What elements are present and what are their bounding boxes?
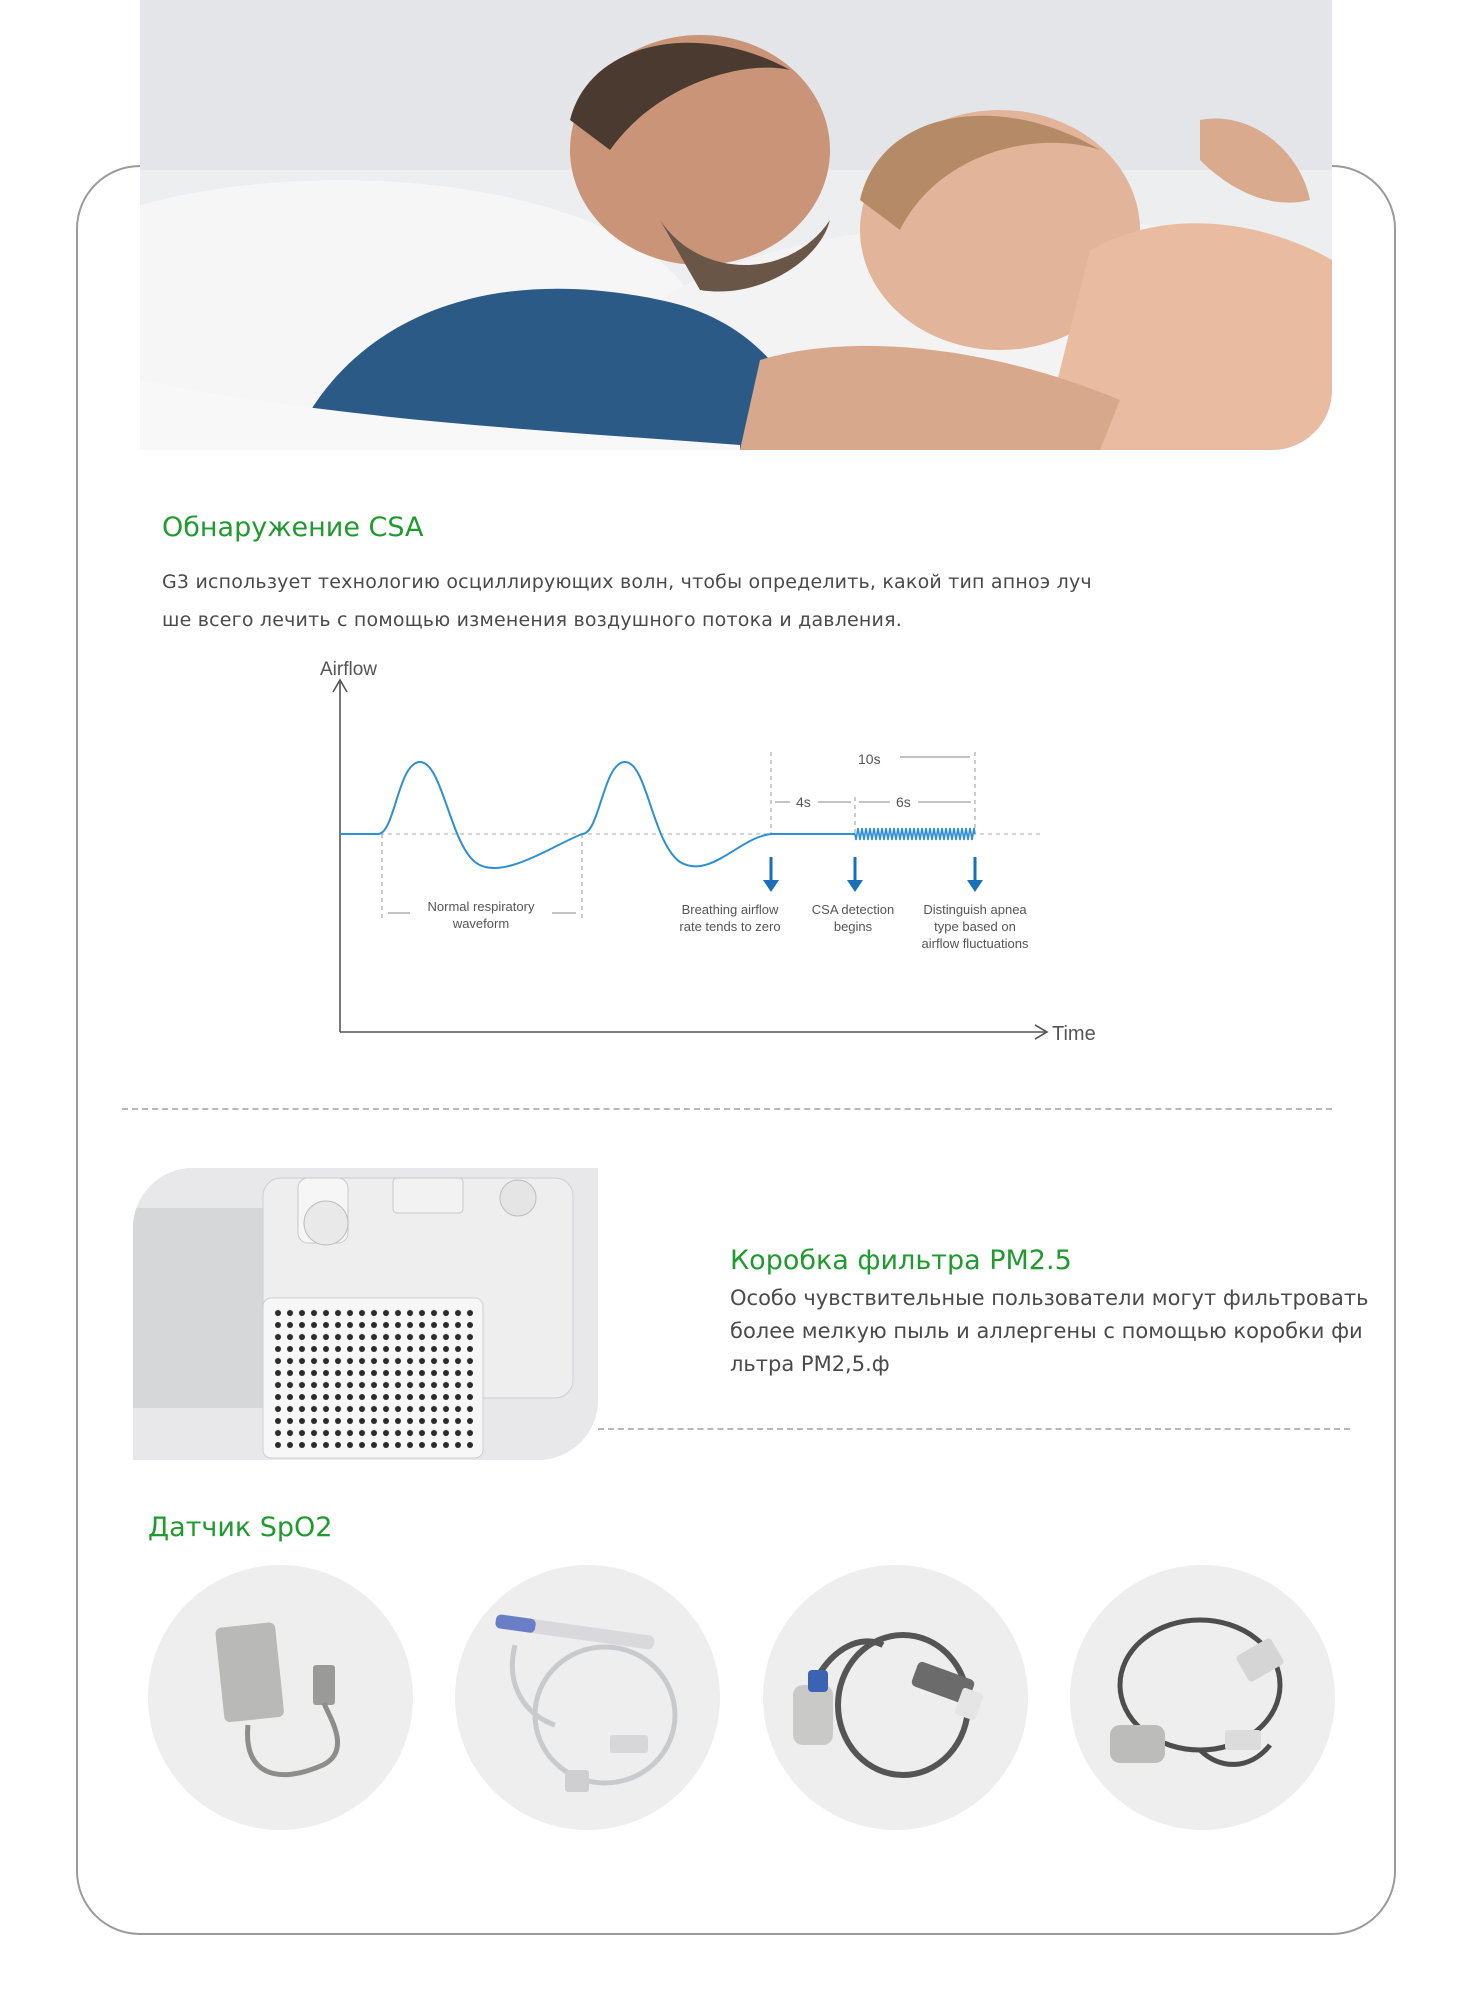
arrow-csa: [847, 857, 863, 892]
device-filter-photo: [133, 1168, 598, 1460]
airflow-waveform: [340, 762, 855, 868]
spo2-title: Датчик SpO2: [148, 1512, 333, 1543]
label-distinguish-3: airflow fluctuations: [921, 936, 1029, 951]
spo2-sensor-2: [455, 1565, 720, 1830]
label-csa-1: CSA detection: [811, 902, 895, 917]
csa-description-line1: G3 использует технологию осциллирующих волн, чтобы определить, какой тип апноэ луч: [162, 571, 1092, 593]
filter-description-line2: более мелкую пыль и аллергены с помощью коробки фи: [730, 1319, 1363, 1343]
label-normal-1: Normal respiratory: [427, 899, 535, 914]
label-csa-2: begins: [833, 919, 873, 934]
oscillation-waveform: [855, 828, 975, 840]
csa-description: [162, 563, 1122, 639]
spo2-sensor-3: [763, 1565, 1028, 1830]
spo2-sensor-1: [148, 1565, 413, 1830]
section-divider-2: [598, 1428, 1350, 1430]
label-normal-2: waveform: [452, 916, 510, 931]
filter-description: [730, 1282, 1370, 1381]
hero-photo-sleeping-couple: [140, 0, 1332, 450]
label-distinguish-1: Distinguish apnea: [923, 902, 1027, 917]
y-axis-label: Airflow: [320, 659, 378, 680]
arrow-distinguish: [967, 857, 983, 892]
label-4s: 4s: [796, 794, 811, 810]
label-6s: 6s: [896, 794, 911, 810]
csa-description-line2: ше всего лечить с помощью изменения воздушного потока и давления.: [162, 609, 902, 631]
spo2-sensor-4: [1070, 1565, 1335, 1830]
csa-title: Обнаружение CSA: [162, 512, 424, 543]
label-10s: 10s: [858, 751, 881, 767]
filter-description-line3: льтра PM2,5.ф: [730, 1352, 890, 1376]
filter-description-line1: Особо чувствительные пользователи могут фильтровать: [730, 1286, 1369, 1310]
spo2-sensor-gallery: [148, 1565, 1338, 1830]
label-breathing-2: rate tends to zero: [679, 919, 781, 934]
x-axis-label: Time: [1052, 1023, 1096, 1045]
filter-title: Коробка фильтра PM2.5: [730, 1245, 1072, 1276]
label-distinguish-2: type based on: [934, 919, 1016, 934]
arrow-breathing: [763, 857, 779, 892]
label-breathing-1: Breathing airflow: [681, 902, 779, 917]
csa-airflow-diagram: [300, 652, 1130, 1072]
section-divider-1: [122, 1108, 1332, 1110]
